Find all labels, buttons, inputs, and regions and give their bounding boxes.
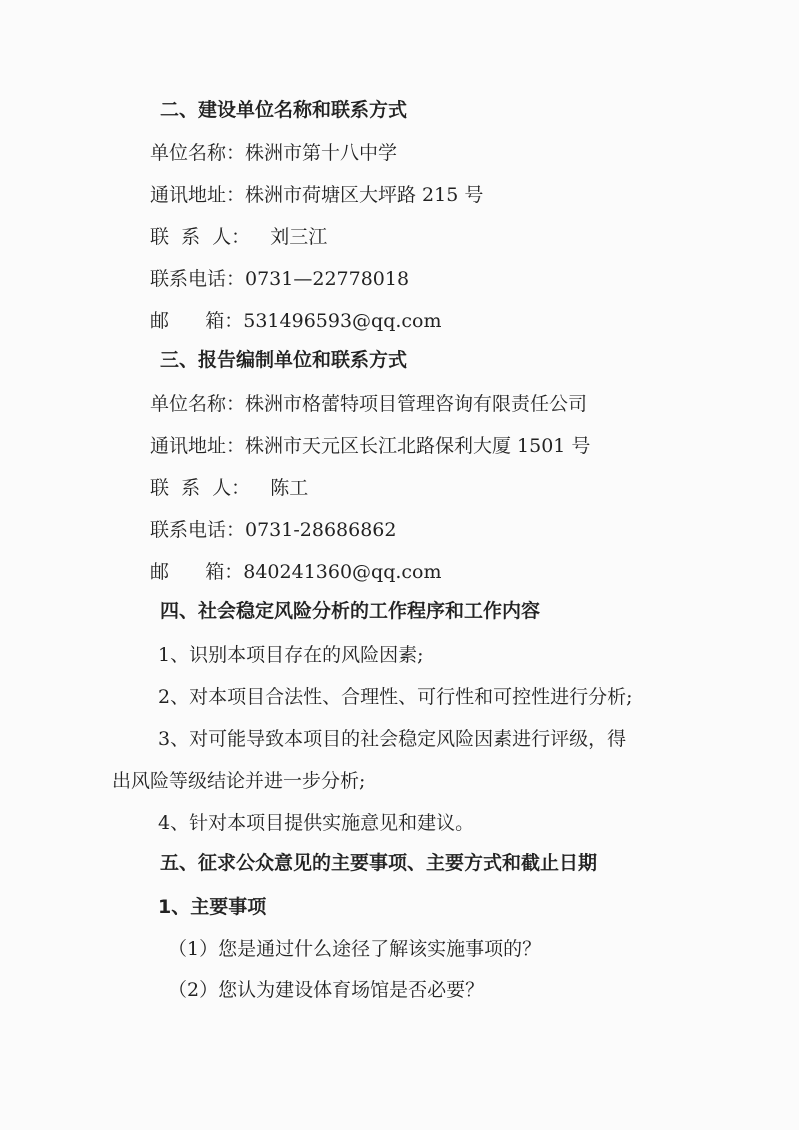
section2-phone: 联系电话：0731—22778018 [150, 268, 410, 290]
section3-contact-label: 联 系 人： [150, 477, 251, 499]
section3-email-value: 840241360@qq.com [243, 561, 442, 583]
section4-item-4: 4、针对本项目提供实施意见和建议。 [158, 812, 475, 834]
section3-email [150, 560, 442, 584]
section4-item-3: 3、对可能导致本项目的社会稳定风险因素进行评级，得 [158, 728, 627, 750]
section3-contact [150, 476, 308, 500]
section5-question-1: （1）您是通过什么途径了解该实施事项的？ [168, 938, 542, 960]
section2-contact-label: 联 系 人： [150, 226, 251, 248]
section5-heading: 五、征求公众意见的主要事项、主要方式和截止日期 [160, 852, 598, 874]
section2-contact [150, 225, 327, 249]
section3-phone: 联系电话：0731-28686862 [150, 519, 397, 541]
section2-email [150, 309, 442, 333]
section4-item-1: 1、识别本项目存在的风险因素; [158, 644, 424, 666]
section5-sub-heading: 1、主要事项 [158, 896, 267, 918]
section3-email-label: 邮 箱： [150, 561, 244, 583]
section4-item-3-continued: 出风险等级结论并进一步分析; [112, 770, 366, 792]
section4-heading: 四、社会稳定风险分析的工作程序和工作内容 [160, 600, 541, 622]
section3-address: 通讯地址：株洲市天元区长江北路保利大厦 1501 号 [150, 435, 591, 457]
section3-heading: 三、报告编制单位和联系方式 [160, 349, 408, 371]
section2-unit-name: 单位名称：株洲市第十八中学 [150, 142, 398, 164]
section5-question-2: （2）您认为建设体育场馆是否必要？ [168, 979, 485, 1001]
section4-item-2: 2、对本项目合法性、合理性、可行性和可控性进行分析; [158, 686, 633, 708]
section2-heading: 二、建设单位名称和联系方式 [160, 99, 408, 121]
section2-address: 通讯地址：株洲市荷塘区大坪路 215 号 [150, 184, 484, 206]
section2-email-label: 邮 箱： [150, 310, 244, 332]
section3-unit-name: 单位名称：株洲市格蕾特项目管理咨询有限责任公司 [150, 393, 588, 415]
section2-contact-name: 刘三江 [270, 226, 328, 248]
section3-contact-name: 陈工 [270, 477, 309, 499]
section2-email-value: 531496593@qq.com [243, 310, 442, 332]
